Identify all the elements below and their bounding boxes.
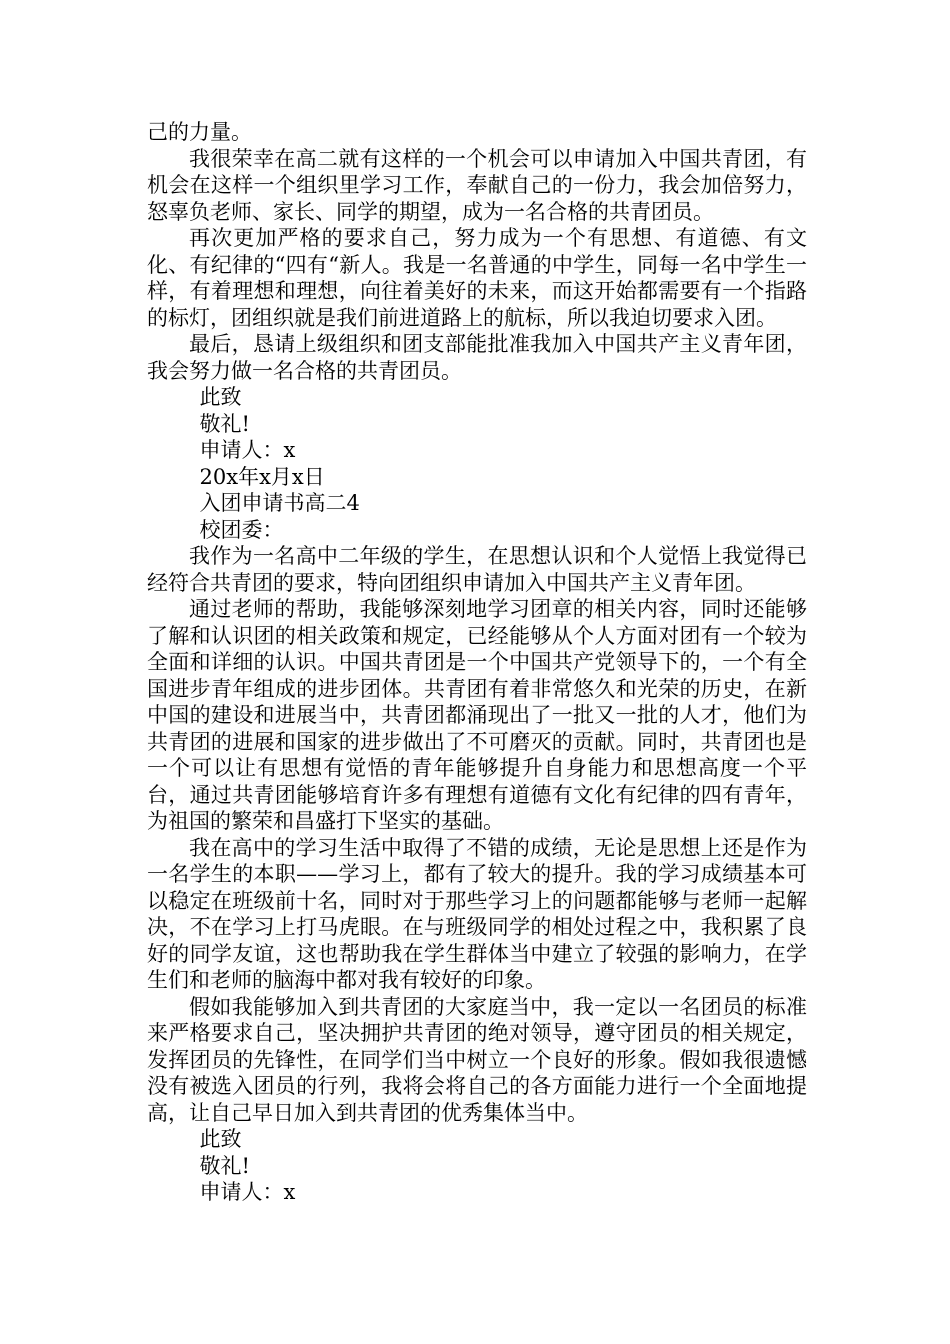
recipient: 校团委： [199, 517, 284, 542]
closing-salute-2: 此致 [199, 1127, 242, 1151]
document-page [147, 119, 807, 1206]
applicant-signature: 申请人：x [199, 438, 296, 462]
paragraph-intro: 我作为一名高中二年级的学生，在思想认识和个人觉悟上我觉得已经符合共青团的要求，特向团组织申请加入中国共产主义青年团。 [147, 544, 807, 595]
paragraph-commitment: 假如我能够加入到共青团的大家庭当中，我一定以一名团员的标准来严格要求自己，坚决拥护共青团的绝对领导，遵守团员的相关规定，发挥团员的先锋性，在同学们当中树立一个良好的形象。假如我很遗憾没有被选入团员的行列，我将会将自己的各方面能力进行一个全面地提高，让自己早日加入到共青团的优秀集体当中。 [147, 994, 807, 1125]
applicant-signature-2: 申请人：x [199, 1180, 296, 1204]
section-title: 入团申请书高二4 [199, 491, 360, 515]
closing-respect-2: 敬礼! [199, 1153, 250, 1178]
paragraph-honored: 我很荣幸在高二就有这样的一个机会可以申请加入中国共青团，有机会在这样一个组织里学习工作，奉献自己的一份力，我会加倍努力，怒辜负老师、家长、同学的期望，成为一名合格的共青团员。 [147, 146, 807, 224]
paragraph-understanding: 通过老师的帮助，我能够深刻地学习团章的相关内容，同时还能够了解和认识团的相关政策和规定，已经能够从个人方面对团有一个较为全面和详细的认识。中国共青团是一个中国共产党领导下的，一个有全国进步青年组成的进步团体。共青团有着非常悠久和光荣的历史，在新中国的建设和进展当中，共青团都涌现出了一批又一批的人才，他们为共青团的进展和国家的进步做出了不可磨灭的贡献。同时，共青团也是一个可以让有思想有觉悟的青年能够提升自身能力和思想高度一个平台，通过共青团能够培育许多有理想有道德有文化有纪律的四有青年，为祖国的繁荣和昌盛打下坚实的基础。 [147, 597, 807, 833]
paragraph-continuation: 己的力量。 [147, 120, 252, 144]
paragraph-achievements: 我在高中的学习生活中取得了不错的成绩，无论是思想上还是作为一名学生的本职——学习上，都有了较大的提升。我的学习成绩基本可以稳定在班级前十名，同时对于那些学习上的问题都能够与老师一起解决，不在学习上打马虎眼。在与班级同学的相处过程之中，我积累了良好的同学友谊，这也帮助我在学生群体当中建立了较强的影响力，在学生们和老师的脑海中都对我有较好的印象。 [147, 835, 807, 992]
application-date: 20x年x月x日 [199, 464, 325, 489]
closing-respect: 敬礼! [199, 411, 250, 436]
paragraph-requirements: 再次更加严格的要求自己，努力成为一个有思想、有道德、有文化、有纪律的“四有“新人。我是一名普通的中学生，同每一名中学生一样，有着理想和理想，向往着美好的未来，而这开始都需要有一个指路的标灯，团组织就是我们前进道路上的航标，所以我迫切要求入团。 [147, 226, 807, 330]
paragraph-request: 最后，恳请上级组织和团支部能批准我加入中国共产主义青年团，我会努力做一名合格的共青团员。 [147, 332, 807, 383]
closing-salute: 此致 [199, 385, 242, 409]
